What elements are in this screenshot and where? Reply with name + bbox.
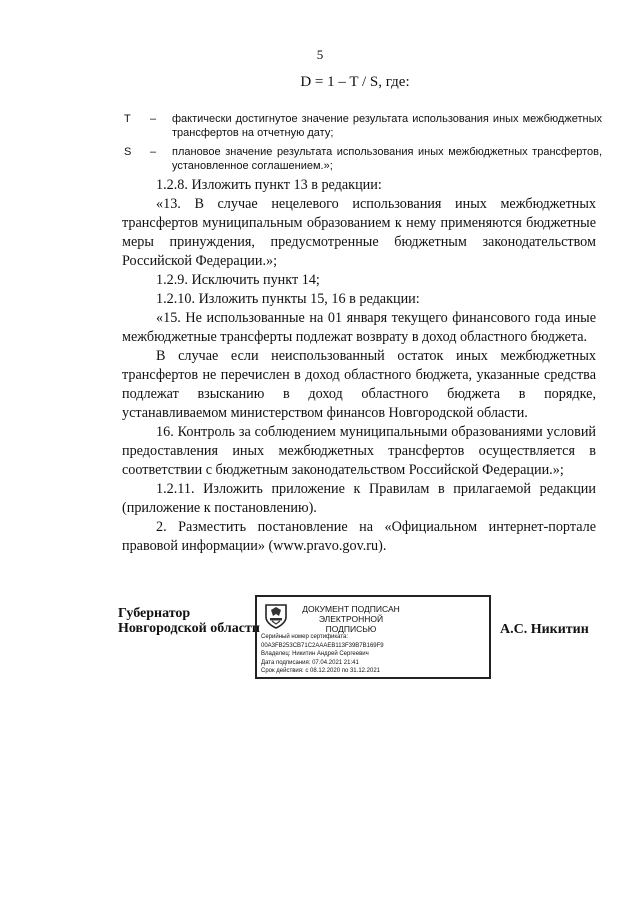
owner-line: Владелец: Никитин Андрей Сергеевич [261,651,369,658]
paragraph: 16. Контроль за соблюдением муниципальными образованиями условий предоставления иных межбюджетных трансфертов осуществляется в соответствии с бюджетным законодательством Российской Федерации.»; [122,424,596,478]
legend-dash: – [150,113,157,125]
signed-date: Дата подписания: 07.04.2021 21:41 [261,659,359,666]
page-number: 5 [316,47,324,62]
document-body [122,176,596,556]
paragraph: «13. В случае нецелевого использования иных межбюджетных трансфертов муниципальным образованием к нему применяются бюджетные меры принуждения, предусмотренные бюджетным законодательством Российской Федерации.»; [122,196,596,269]
legend-symbol: S [124,146,132,158]
paragraph: «15. Не использованные на 01 января текущего финансового года иные межбюджетные трансферты подлежат возврату в доход областного бюджета. [122,310,596,345]
electronic-signature-stamp [255,595,491,679]
paragraph: 1.2.8. Изложить пункт 13 в редакции: [156,177,382,193]
signatory-name: А.С. Никитин [500,622,589,637]
validity-line: Срок действия: с 08.12.2020 по 31.12.2021 [261,668,381,675]
paragraph: 1.2.10. Изложить пункты 15, 16 в редакции: [156,291,420,307]
legend-description: фактически достигнутое значение результата использования иных межбюджетных трансфертов на отчетную дату; [172,113,602,139]
legend-description: плановое значение результата использования иных межбюджетных трансфертов, установленное соглашением.»; [172,146,602,172]
signatory-position [118,606,260,636]
paragraph: 2. Разместить постановление на «Официальном интернет-портале правовой информации» (www.pravo.gov.ru). [122,519,596,554]
stamp-title-line: ЭЛЕКТРОННОЙ ПОДПИСЬЮ [318,614,384,634]
stamp-details [261,633,384,676]
legend-dash: – [150,146,157,158]
paragraph: 1.2.9. Исключить пункт 14; [156,272,320,288]
stamp-title [301,604,401,634]
coat-of-arms-icon [263,602,289,630]
serial-value: 00A3FB253CB71C2AAAEB113F39B7B169F9 [261,642,384,649]
position-line: Губернатор [118,606,191,621]
position-line: Новгородской области [118,621,260,636]
serial-label: Серийный номер сертификата: [261,634,349,640]
paragraph: 1.2.11. Изложить приложение к Правилам в прилагаемой редакции (приложение к постановлению). [122,481,596,516]
paragraph: В случае если неиспользованный остаток иных межбюджетных трансфертов не перечислен в доход областного бюджета, указанные средства подлежат взысканию в доход областного бюджета в порядке, устанавливаемом министерством финансов Новгородской области. [122,348,596,421]
stamp-title-line: ДОКУМЕНТ ПОДПИСАН [302,604,400,614]
legend-symbol: T [124,113,131,125]
formula: D = 1 – T / S, где: [300,74,410,90]
